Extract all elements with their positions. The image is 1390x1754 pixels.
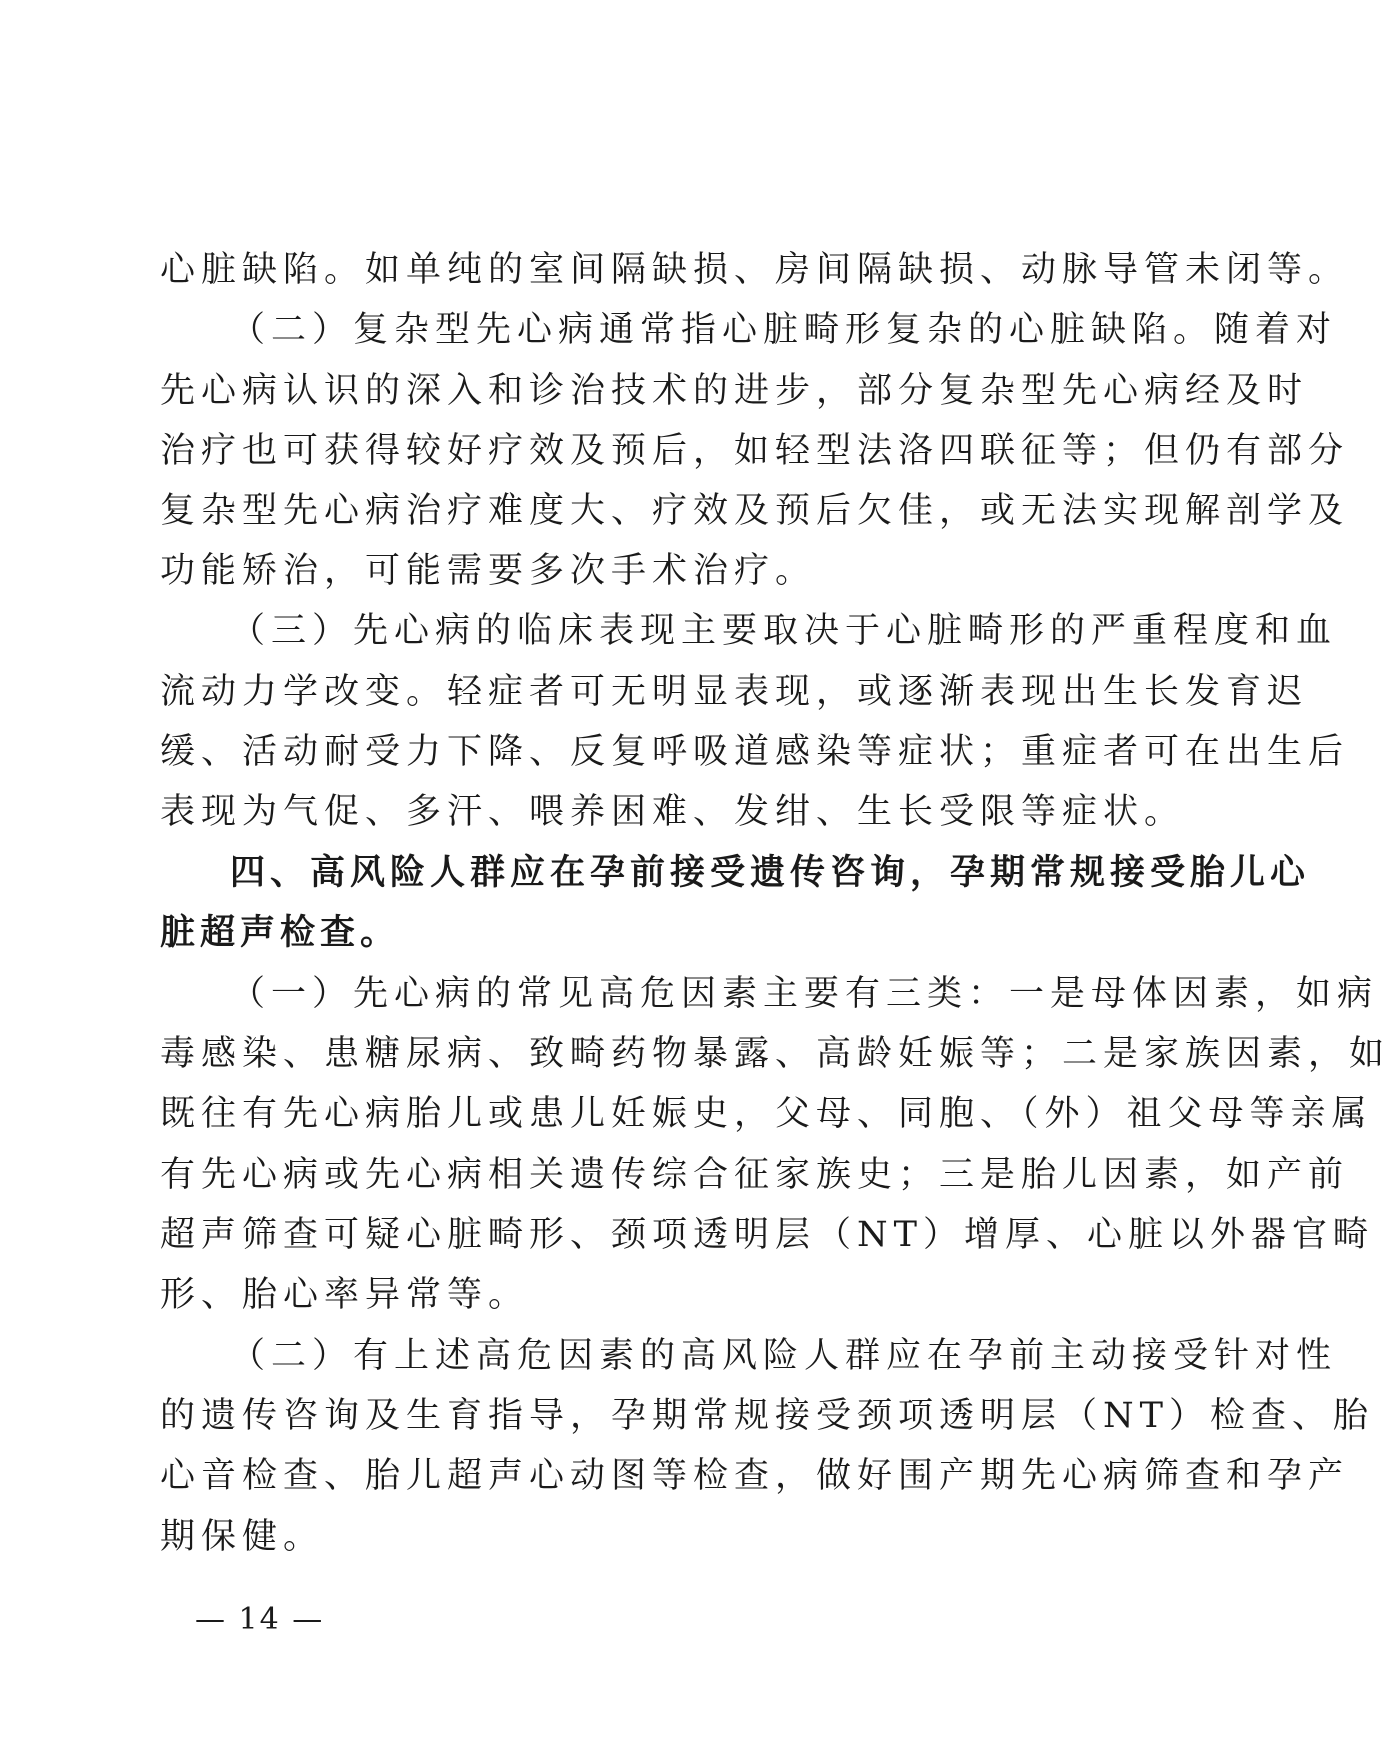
paragraph-line: 流动力学改变。轻症者可无明显表现，或逐渐表现出生长发育迟 (160, 672, 1309, 712)
paragraph-line: （二）复杂型先心病通常指心脏畸形复杂的心脏缺陷。随着对 (230, 310, 1338, 350)
paragraph-line: 功能矫治，可能需要多次手术治疗。 (160, 551, 817, 591)
paragraph-line: 的遗传咨询及生育指导，孕期常规接受颈项透明层（NT）检查、胎 (160, 1396, 1374, 1436)
paragraph-line: 治疗也可获得较好疗效及预后，如轻型法洛四联征等；但仍有部分 (160, 431, 1350, 471)
section-heading: 脏超声检查。 (160, 913, 401, 953)
section-heading: 四、高风险人群应在孕前接受遗传咨询，孕期常规接受胎儿心 (230, 853, 1311, 893)
paragraph-line: 表现为气促、多汗、喂养困难、发绀、生长受限等症状。 (160, 792, 1186, 832)
paragraph-line: 有先心病或先心病相关遗传综合征家族史；三是胎儿因素，如产前 (160, 1155, 1350, 1195)
paragraph-line: 毒感染、患糖尿病、致畸药物暴露、高龄妊娠等；二是家族因素，如 (160, 1034, 1390, 1074)
paragraph-line: 心脏缺陷。如单纯的室间隔缺损、房间隔缺损、动脉导管未闭等。 (160, 250, 1350, 290)
paragraph-line: （二）有上述高危因素的高风险人群应在孕前主动接受针对性 (230, 1336, 1338, 1376)
paragraph-line: 期保健。 (160, 1517, 325, 1557)
paragraph-line: （一）先心病的常见高危因素主要有三类：一是母体因素，如病 (230, 974, 1379, 1014)
paragraph-line: 缓、活动耐受力下降、反复呼吸道感染等症状；重症者可在出生后 (160, 732, 1350, 772)
paragraph-line: （三）先心病的临床表现主要取决于心脏畸形的严重程度和血 (230, 611, 1338, 651)
page-number: — 14 — (195, 1602, 325, 1637)
paragraph-line: 复杂型先心病治疗难度大、疗效及预后欠佳，或无法实现解剖学及 (160, 491, 1350, 531)
paragraph-line: 心音检查、胎儿超声心动图等检查，做好围产期先心病筛查和孕产 (160, 1456, 1350, 1496)
paragraph-line: 形、胎心率异常等。 (160, 1275, 530, 1315)
paragraph-line: 既往有先心病胎儿或患儿妊娠史，父母、同胞、（外）祖父母等亲属 (160, 1094, 1373, 1134)
paragraph-line: 超声筛查可疑心脏畸形、颈项透明层（NT）增厚、心脏以外器官畸 (160, 1215, 1374, 1255)
paragraph-line: 先心病认识的深入和诊治技术的进步，部分复杂型先心病经及时 (160, 371, 1309, 411)
